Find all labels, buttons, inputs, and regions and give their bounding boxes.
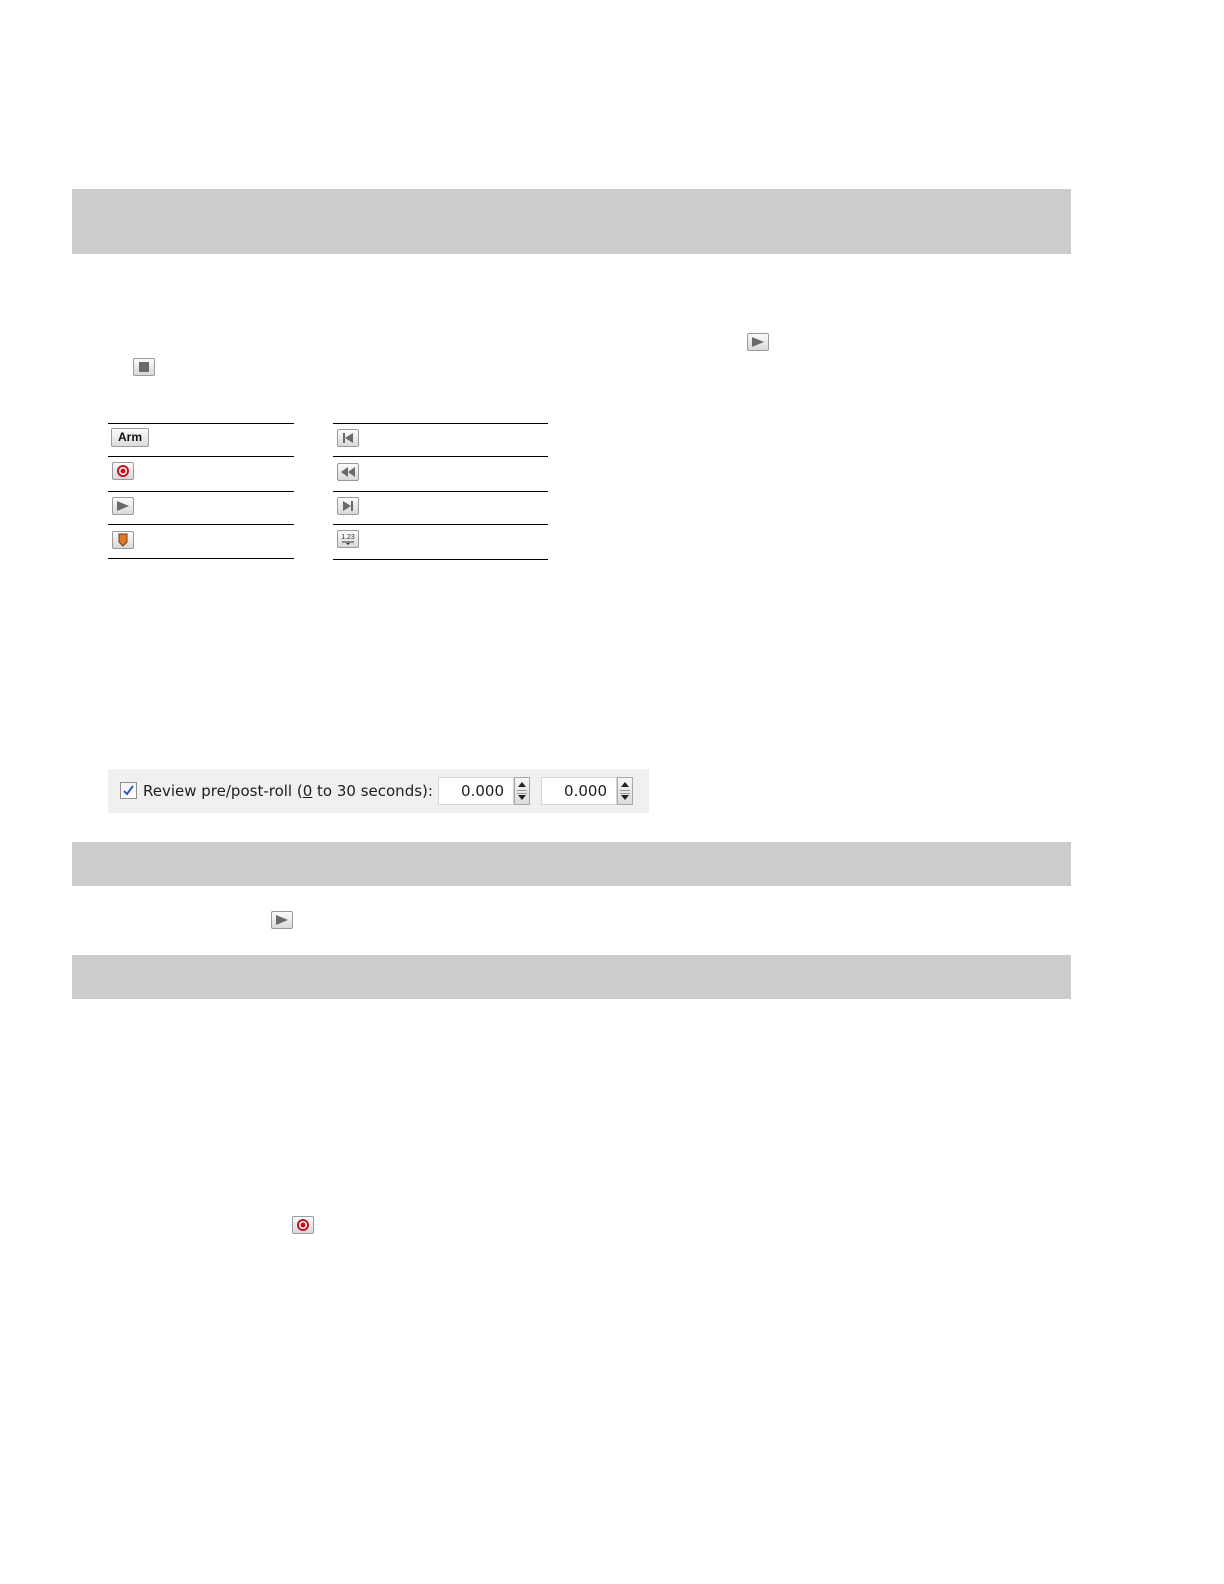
checkmark-icon — [122, 784, 135, 797]
arm-button[interactable]: Arm — [111, 428, 149, 447]
play-icon — [751, 336, 765, 348]
go-to-end-button[interactable] — [337, 497, 359, 515]
table-rule — [108, 491, 294, 492]
post-roll-input[interactable]: 0.000 — [541, 777, 617, 805]
review-pre-post-roll-panel — [108, 769, 649, 813]
stop-button[interactable] — [133, 358, 155, 376]
insert-marker-button[interactable] — [112, 531, 134, 549]
rewind-button[interactable] — [337, 463, 359, 481]
label-text-before: Review pre/post-roll ( — [143, 782, 303, 800]
table-rule — [333, 456, 548, 457]
section-header-band — [72, 955, 1071, 999]
rewind-icon — [340, 466, 356, 478]
time-format-button[interactable] — [337, 530, 359, 548]
review-pre-post-roll-label — [143, 780, 433, 802]
review-pre-post-roll-checkbox[interactable] — [120, 782, 137, 799]
section-header-band — [72, 189, 1071, 254]
table-rule — [108, 558, 294, 559]
label-access-key: 0 — [302, 782, 313, 800]
spin-divider — [517, 793, 527, 794]
play-button[interactable] — [112, 497, 134, 515]
section-header-band — [72, 842, 1071, 886]
pre-roll-input[interactable]: 0.000 — [438, 777, 514, 805]
label-text-after: to 30 seconds): — [312, 782, 433, 800]
table-rule — [333, 559, 548, 560]
table-rule — [333, 524, 548, 525]
play-icon — [116, 500, 130, 512]
go-to-start-icon — [341, 432, 355, 444]
play-button[interactable] — [271, 911, 293, 929]
play-button[interactable] — [747, 333, 769, 351]
table-rule — [333, 423, 548, 424]
play-icon — [275, 914, 289, 926]
record-icon — [296, 1218, 310, 1232]
time-format-label: 1.23 — [341, 534, 355, 541]
spin-up-icon[interactable] — [621, 782, 629, 787]
table-rule — [108, 524, 294, 525]
go-to-end-icon — [341, 500, 355, 512]
go-to-start-button[interactable] — [337, 429, 359, 447]
record-button[interactable] — [112, 462, 134, 480]
table-rule — [108, 456, 294, 457]
post-roll-spinner[interactable] — [617, 777, 633, 805]
pre-roll-spinner[interactable] — [514, 777, 530, 805]
record-button[interactable] — [292, 1216, 314, 1234]
table-rule — [333, 491, 548, 492]
record-icon — [116, 464, 130, 478]
table-rule — [108, 423, 294, 424]
spin-down-icon[interactable] — [518, 795, 526, 800]
spin-divider — [620, 793, 630, 794]
marker-icon — [118, 533, 128, 547]
spin-divider — [620, 790, 630, 791]
spin-divider — [517, 790, 527, 791]
spin-down-icon[interactable] — [621, 795, 629, 800]
stop-icon — [138, 361, 150, 373]
time-format-icon — [339, 532, 357, 546]
spin-up-icon[interactable] — [518, 782, 526, 787]
